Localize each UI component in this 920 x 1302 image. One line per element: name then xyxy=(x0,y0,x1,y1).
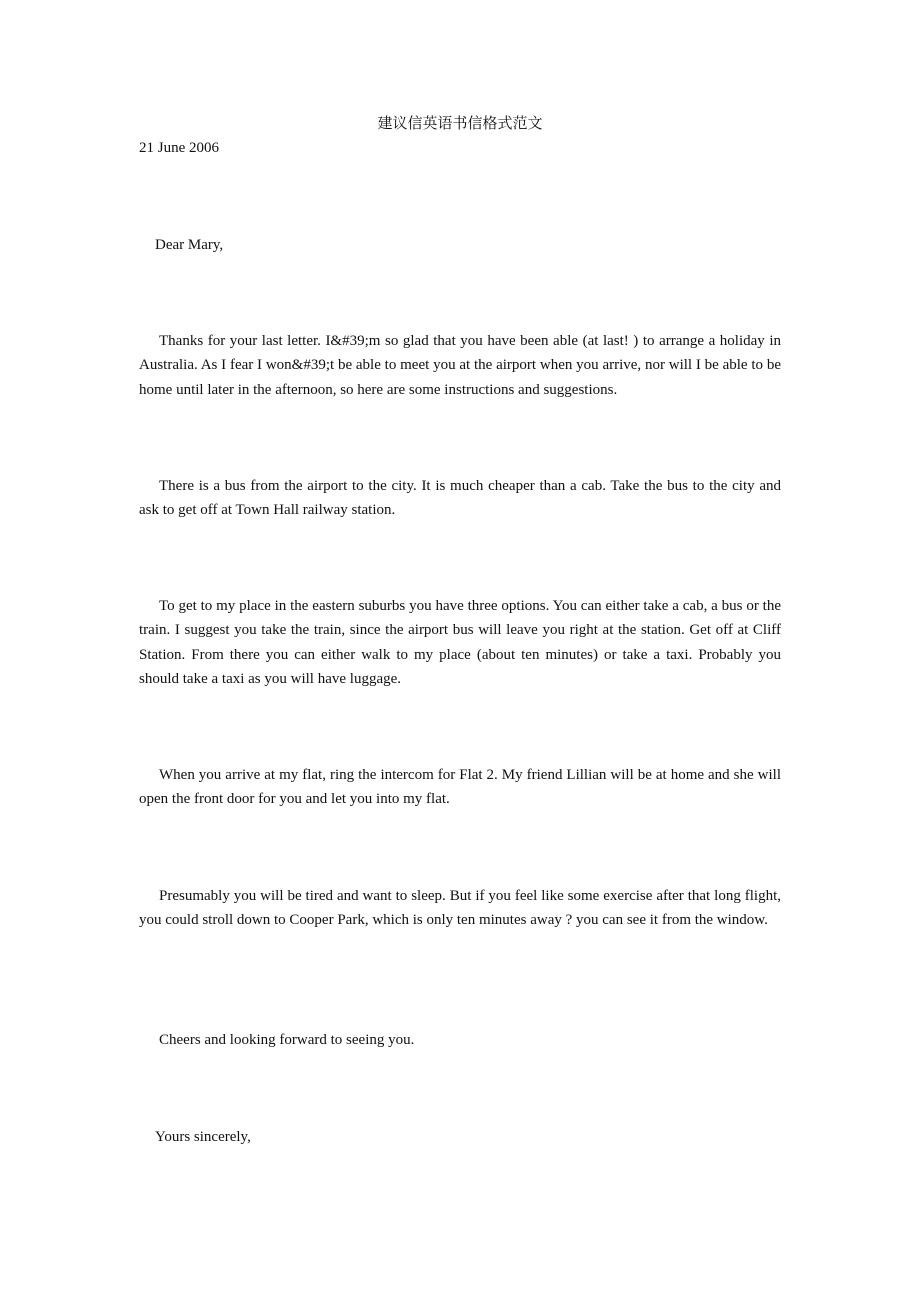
paragraph-2: There is a bus from the airport to the city. It is much cheaper than a cab. Take the bus to the city and ask to get off at Town Hall railway station. xyxy=(139,478,781,519)
paragraph-1: Thanks for your last letter. I&#39;m so glad that you have been able (at last! ) to arrange a holiday in Australia. As I fear I won&#39;t be able to meet you at the airport when you arrive, nor will I be able to be home until later in the afternoon, so here are some instructions and suggestions. xyxy=(139,333,781,398)
paragraph-6: Cheers and looking forward to seeing you. xyxy=(159,1032,415,1048)
paragraph-5: Presumably you will be tired and want to sleep. But if you feel like some exercise after that long flight, you could stroll down to Cooper Park, which is only ten minutes away ? you can see it from the window. xyxy=(139,888,781,929)
letter-salutation: Dear Mary, xyxy=(155,237,224,253)
letter-date: 21 June 2006 xyxy=(139,140,219,156)
letter-closing: Yours sincerely, xyxy=(155,1129,251,1145)
paragraph-4: When you arrive at my flat, ring the intercom for Flat 2. My friend Lillian will be at home and she will open the front door for you and let you into my flat. xyxy=(139,767,781,808)
document-title: 建议信英语书信格式范文 xyxy=(377,116,543,132)
paragraph-3: To get to my place in the eastern suburbs you have three options. You can either take a cab, a bus or the train. I suggest you take the train, since the airport bus will leave you right at the station. Get off at Cliff Station. From there you can either walk to my place (about ten minutes) or take a taxi. Probably you should take a taxi as you will have luggage. xyxy=(139,598,781,687)
